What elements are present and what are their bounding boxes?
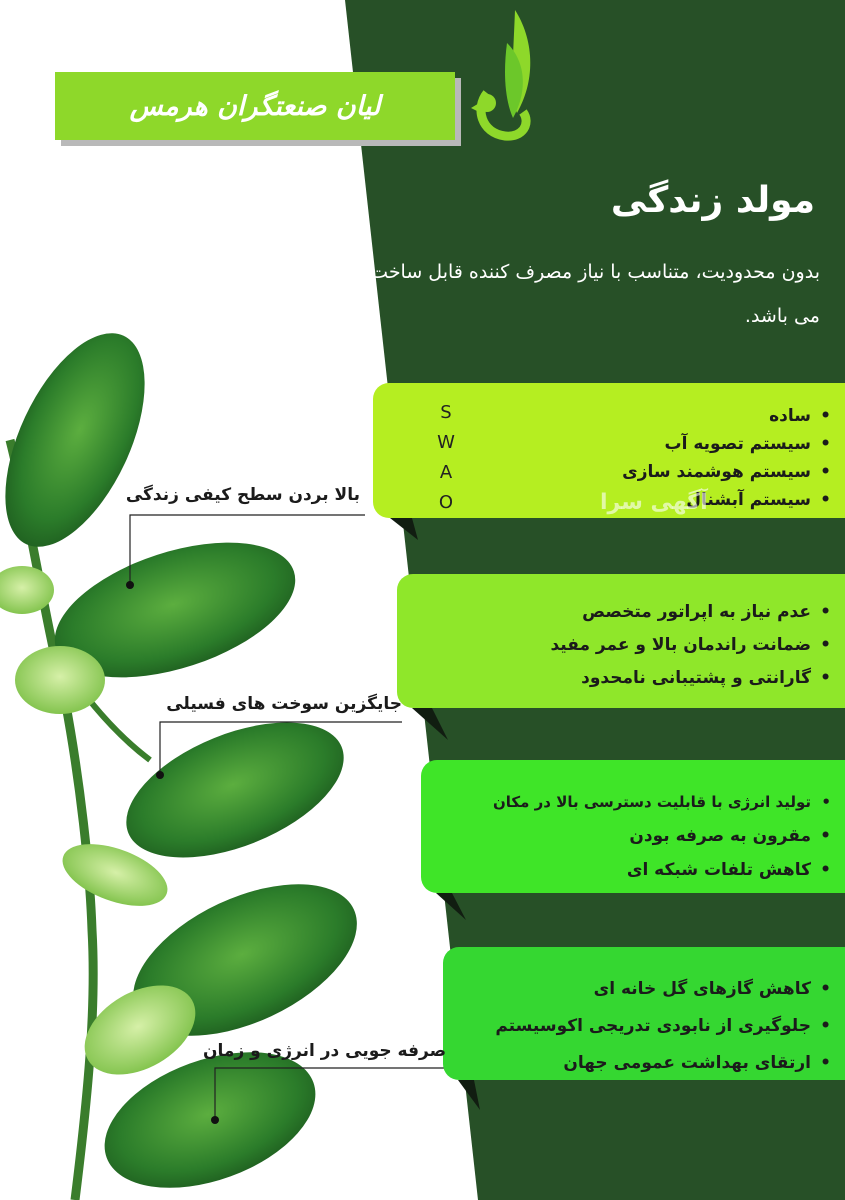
list-item: • مقرون به صرفه بودن xyxy=(493,819,833,853)
list-item: • سیستم آبشنال xyxy=(622,486,833,514)
features-panel-4 xyxy=(443,947,845,1080)
features-panel-2 xyxy=(397,574,845,708)
list-item: • ارتقای بهداشت عمومی جهان xyxy=(495,1045,833,1082)
leaf-middle xyxy=(107,695,362,885)
plant-illustration xyxy=(0,313,380,1200)
page-title: مولد زندگی xyxy=(610,180,815,221)
list-item: • تولید انرژی با قابلیت دسترسی بالا در مکان xyxy=(493,785,833,819)
list-item: • کاهش تلفات شبکه ای xyxy=(493,853,833,887)
features-panel-3 xyxy=(421,760,845,893)
callout-label: صرفه جویی در انرژی و زمان xyxy=(203,1041,446,1061)
list-item: • سیستم تصویه آب xyxy=(622,430,833,458)
swot-letter: O xyxy=(438,492,454,513)
swot-letter: W xyxy=(437,432,455,453)
phoenix-logo-icon xyxy=(465,8,555,148)
brand-banner xyxy=(55,72,455,140)
watermark: آگهی سرا xyxy=(600,490,708,515)
list-item: • ساده xyxy=(622,402,833,430)
callout-label: بالا بردن سطح کیفی زندگی xyxy=(125,485,360,505)
leaf-light-1 xyxy=(15,646,105,714)
list-item: • ضمانت راندمان بالا و عمر مفید xyxy=(550,629,833,662)
hero-description: بدون محدودیت، متناسب با نیاز مصرف کننده قابل ساخت می باشد. xyxy=(370,261,820,327)
list-item: • کاهش گازهای گل خانه ای xyxy=(495,971,833,1008)
plant-stem xyxy=(10,440,93,1200)
list-item: • عدم نیاز به اپراتور متخصص xyxy=(550,596,833,629)
swot-letters xyxy=(434,398,458,518)
swot-letter: S xyxy=(440,402,452,423)
brand-name: لیان صنعتگران هرمس xyxy=(129,90,381,122)
leaf-top xyxy=(0,313,173,568)
swot-letter: A xyxy=(439,462,453,483)
callout-label: جایگزین سوخت های فسیلی xyxy=(166,694,402,714)
list-item: • گارانتی و پشتیبانی نامحدود xyxy=(550,662,833,695)
list-item: • سیستم هوشمند سازی xyxy=(622,458,833,486)
list-item: • جلوگیری از نابودی تدریجی اکوسیستم xyxy=(495,1008,833,1045)
